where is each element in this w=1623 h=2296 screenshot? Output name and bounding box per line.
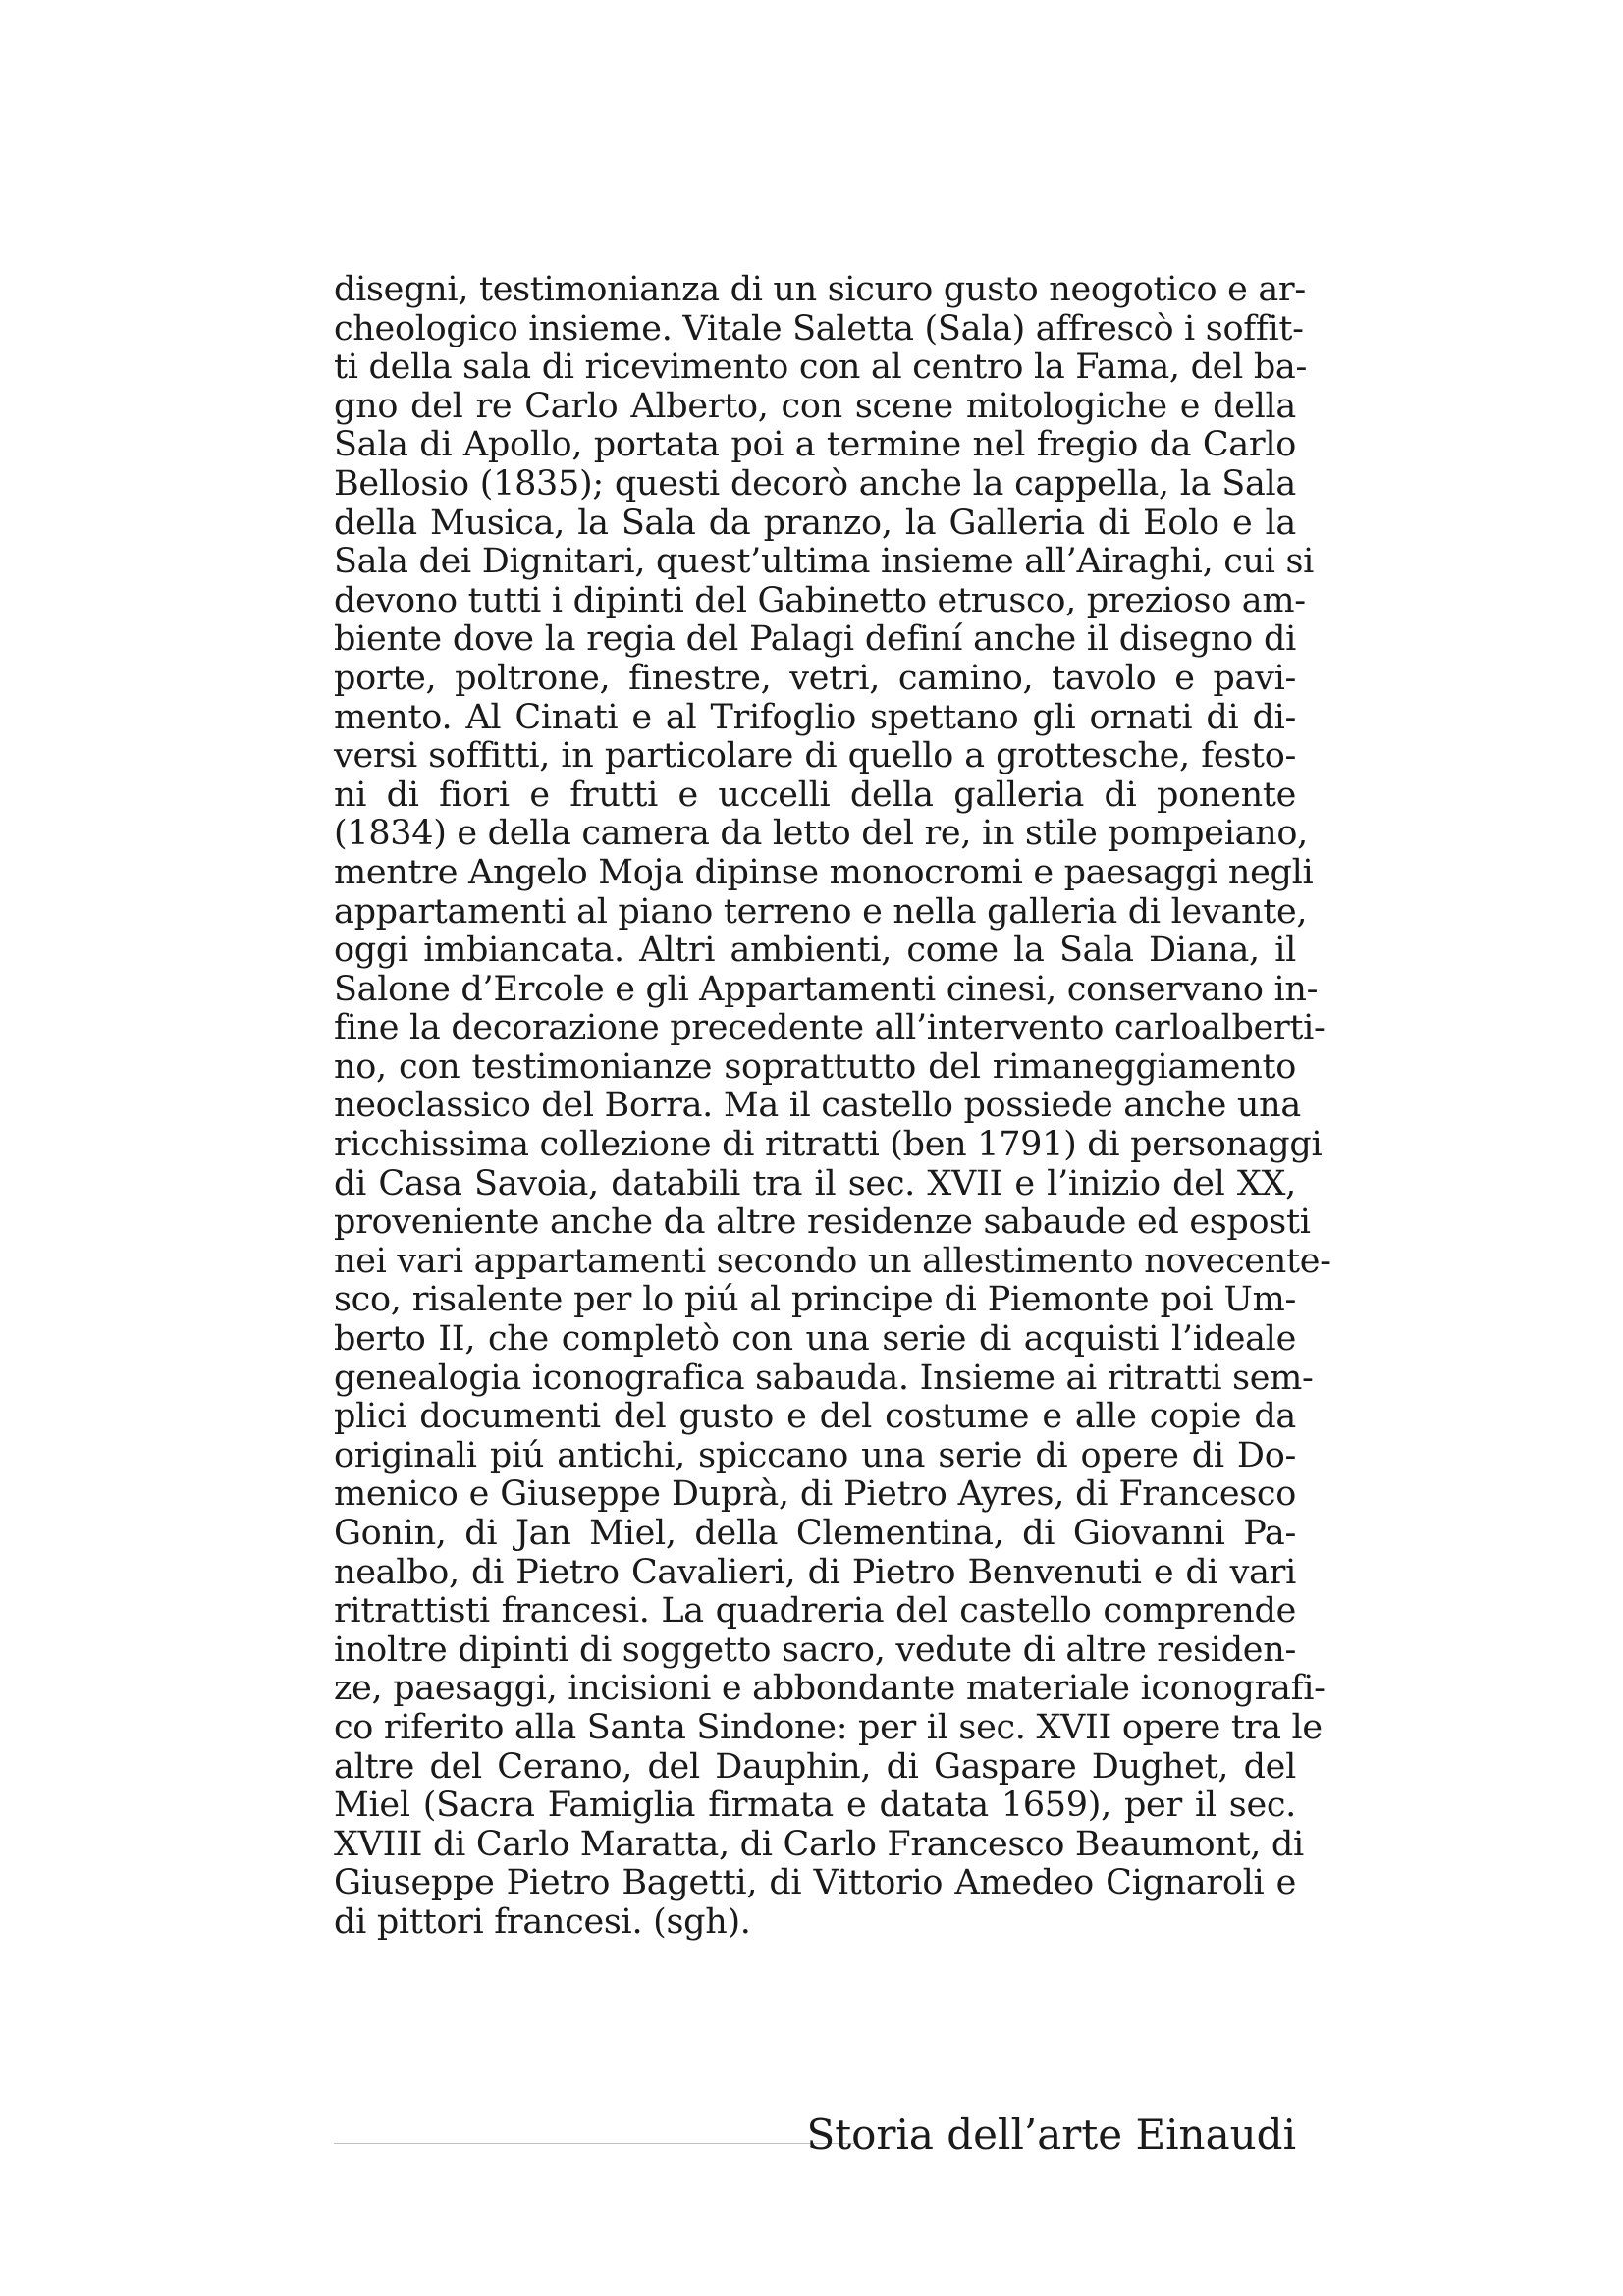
text-line: della Musica, la Sala da pranzo, la Galleria di Eolo e la [334,503,1296,543]
text-line: berto II, che completò con una serie di acquisti l’ideale [334,1319,1296,1360]
text-line: mentre Angelo Moja dipinse monocromi e paesaggi negli [334,852,1314,892]
text-line: co riferito alla Santa Sindone: per il sec. XVII opere tra le [334,1707,1323,1747]
text-line: ti della sala di ricevimento con al centro la Fama, del ba- [334,347,1308,388]
text-line: menico e Giuseppe Duprà, di Pietro Ayres, di Francesco [334,1474,1296,1515]
text-line: nei vari appartamenti secondo un allestimento novecente- [334,1241,1331,1281]
text-line: versi soffitti, in particolare di quello a grottesche, festo- [334,736,1296,776]
text-line: oggi imbiancata. Altri ambienti, come la Sala Diana, il [334,931,1296,971]
text-line: neoclassico del Borra. Ma il castello possiede anche una [334,1086,1301,1126]
text-line: Miel (Sacra Famiglia firmata e datata 1659), per il sec. [334,1786,1296,1826]
text-line: Sala di Apollo, portata poi a termine nel fregio da Carlo [334,425,1296,465]
text-line: no, con testimonianze soprattutto del rimaneggiamento [334,1046,1296,1087]
footer-divider [334,2143,854,2144]
text-line: di Casa Savoia, databili tra il sec. XVII e l’inizio del XX, [334,1163,1296,1203]
text-line: ze, paesaggi, incisioni e abbondante materiale iconografi- [334,1669,1325,1709]
text-line: gno del re Carlo Alberto, con scene mitologiche e della [334,386,1296,426]
text-line: nealbo, di Pietro Cavalieri, di Pietro Benvenuti e di vari [334,1552,1296,1592]
text-line: porte, poltrone, finestre, vetri, camino, tavolo e pavi- [334,658,1296,698]
text-line: ritrattisti francesi. La quadreria del castello comprende [334,1591,1296,1631]
text-line: Gonin, di Jan Miel, della Clementina, di Giovanni Pa- [334,1514,1296,1553]
text-line: genealogia iconografica sabauda. Insieme ai ritratti sem- [334,1358,1314,1398]
text-line: Giuseppe Pietro Bagetti, di Vittorio Amedeo Cignaroli e [334,1863,1296,1903]
text-line: sco, risalente per lo piú al principe di Piemonte poi Um- [334,1280,1296,1320]
text-line: ricchissima collezione di ritratti (ben 1791) di personaggi [334,1125,1323,1165]
text-line: plici documenti del gusto e del costume e alle copie da [334,1397,1296,1437]
text-line: cheologico insieme. Vitale Saletta (Sala) affrescò i soffit- [334,308,1304,348]
text-line: disegni, testimonianza di un sicuro gusto neogotico e ar- [334,270,1306,309]
text-line: fine la decorazione precedente all’intervento carloalberti- [334,1008,1325,1048]
text-line: altre del Cerano, del Dauphin, di Gaspare Dughet, del [334,1746,1296,1787]
text-line: Sala dei Dignitari, quest’ultima insieme all’Airaghi, cui si [334,542,1315,582]
page-footer [334,2109,1296,2167]
text-line: inoltre dipinti di soggetto sacro, vedute di altre residen- [334,1629,1296,1670]
text-line: Salone d’Ercole e gli Appartamenti cinesi, conservano in- [334,969,1319,1009]
text-line: mento. Al Cinati e al Trifoglio spettano gli ornati di di- [334,697,1296,737]
text-line: biente dove la regia del Palagi definí anche il disegno di [334,619,1296,660]
text-line: proveniente anche da altre residenze sabaude ed esposti [334,1202,1311,1243]
text-line: devono tutti i dipinti del Gabinetto etrusco, prezioso am- [334,580,1306,620]
text-line: appartamenti al piano terreno e nella galleria di levante, [334,891,1308,932]
text-line: originali piú antichi, spiccano una serie di opere di Do- [334,1435,1296,1475]
text-line: XVIII di Carlo Maratta, di Carlo Francesco Beaumont, di [334,1824,1304,1864]
text-line-final: di pittori francesi. (sgh). [334,1901,751,1942]
article-body [334,270,1331,1943]
text-line: ni di fiori e frutti e uccelli della galleria di ponente [334,774,1296,815]
footer-title: Storia dell’arte Einaudi [806,2110,1296,2159]
text-line: (1834) e della camera da letto del re, in stile pompeiano, [334,814,1308,854]
text-line: Bellosio (1835); questi decorò anche la cappella, la Sala [334,463,1296,504]
